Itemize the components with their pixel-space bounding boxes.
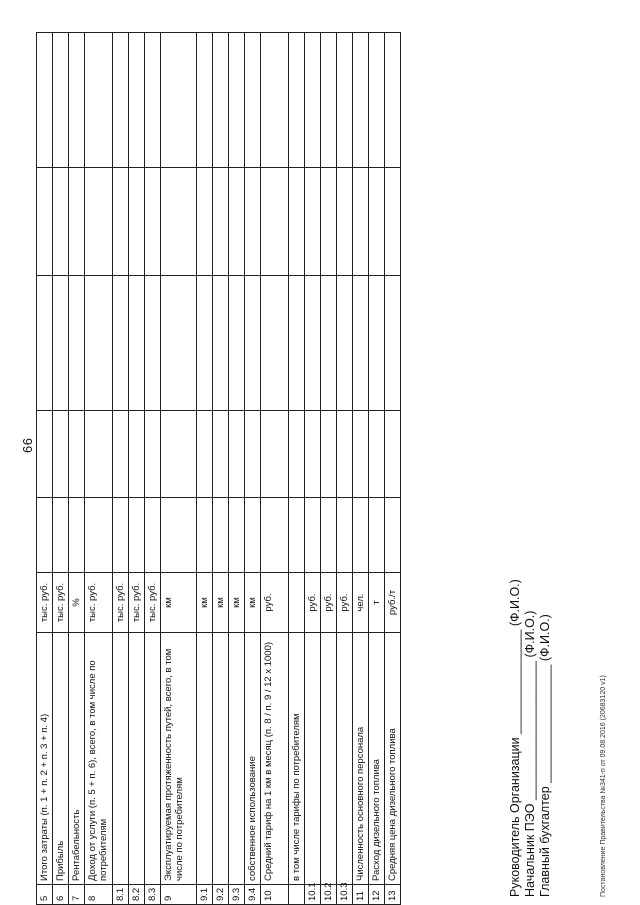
value-cell: [385, 411, 401, 498]
value-cell: [321, 276, 337, 411]
value-cell: [197, 276, 213, 411]
value-cell: [69, 411, 85, 498]
value-cell: [213, 33, 229, 168]
value-cell: [37, 276, 53, 411]
value-cell: [261, 411, 289, 498]
row-unit: [289, 573, 305, 633]
table-row: [113, 33, 129, 905]
row-name: Средняя цена дизельного топлива: [385, 633, 401, 885]
value-cell: [289, 498, 305, 573]
value-cell: [197, 168, 213, 276]
value-cell: [113, 276, 129, 411]
value-cell: [145, 411, 161, 498]
value-cell: [353, 276, 369, 411]
value-cell: [145, 276, 161, 411]
value-cell: [129, 276, 145, 411]
value-cell: [85, 498, 113, 573]
value-cell: [37, 33, 53, 168]
row-unit: км: [197, 573, 213, 633]
row-name: [305, 633, 321, 885]
value-cell: [289, 168, 305, 276]
row-number: 9.4: [245, 885, 261, 905]
value-cell: [289, 33, 305, 168]
value-cell: [145, 33, 161, 168]
table-row: [37, 33, 53, 905]
value-cell: [53, 168, 69, 276]
table-row: [213, 33, 229, 905]
value-cell: [69, 33, 85, 168]
value-cell: [85, 276, 113, 411]
value-cell: [213, 411, 229, 498]
row-unit: тыс. руб.: [129, 573, 145, 633]
value-cell: [197, 33, 213, 168]
value-cell: [245, 168, 261, 276]
row-unit: тыс. руб.: [145, 573, 161, 633]
row-number: 11: [353, 885, 369, 905]
value-cell: [129, 498, 145, 573]
row-number: 8.1: [113, 885, 129, 905]
signature-accountant: Главный бухгалтер _________________ (Ф.И.О.): [538, 614, 552, 897]
value-cell: [69, 498, 85, 573]
value-cell: [261, 276, 289, 411]
row-number: 8.2: [129, 885, 145, 905]
row-name: Численность основного персонала: [353, 633, 369, 885]
value-cell: [229, 498, 245, 573]
indicators-table: [36, 32, 401, 905]
value-cell: [85, 168, 113, 276]
value-cell: [385, 33, 401, 168]
row-name: Средний тариф на 1 км в месяц (п. 8 / п. 9 / 12 x 1000): [261, 633, 289, 885]
row-unit: т: [369, 573, 385, 633]
value-cell: [305, 33, 321, 168]
row-unit: руб.: [261, 573, 289, 633]
head-label: Руководитель Организации: [508, 737, 522, 897]
value-cell: [245, 498, 261, 573]
table-row: [229, 33, 245, 905]
value-cell: [369, 498, 385, 573]
value-cell: [161, 276, 197, 411]
table-row: [245, 33, 261, 905]
row-unit: тыс. руб.: [53, 573, 69, 633]
value-cell: [245, 276, 261, 411]
accountant-label: Главный бухгалтер: [538, 786, 552, 897]
row-number: 5: [37, 885, 53, 905]
row-name: [321, 633, 337, 885]
value-cell: [145, 498, 161, 573]
row-name: Рентабельность: [69, 633, 85, 885]
table-row: [161, 33, 197, 905]
value-cell: [321, 498, 337, 573]
value-cell: [229, 276, 245, 411]
value-cell: [321, 33, 337, 168]
value-cell: [245, 411, 261, 498]
value-cell: [261, 33, 289, 168]
row-number: 7: [69, 885, 85, 905]
value-cell: [53, 411, 69, 498]
row-name: [213, 633, 229, 885]
value-cell: [161, 33, 197, 168]
row-number: 10: [261, 885, 289, 905]
value-cell: [197, 411, 213, 498]
table-row: [69, 33, 85, 905]
row-name: Эксплуатируемая протяженность путей, всего, в том числе по потребителям: [161, 633, 197, 885]
value-cell: [353, 168, 369, 276]
value-cell: [129, 33, 145, 168]
row-unit: руб.: [337, 573, 353, 633]
value-cell: [69, 276, 85, 411]
row-name: Итого затраты (п. 1 + п. 2 + п. 3 + п. 4): [37, 633, 53, 885]
row-number: [289, 885, 305, 905]
value-cell: [129, 168, 145, 276]
table-row: [385, 33, 401, 905]
row-number: 9.2: [213, 885, 229, 905]
accountant-placeholder: (Ф.И.О.): [538, 614, 552, 662]
table-row: [321, 33, 337, 905]
row-name: [337, 633, 353, 885]
table-row: [337, 33, 353, 905]
row-number: 10.2: [321, 885, 337, 905]
table-row: [129, 33, 145, 905]
row-name: [197, 633, 213, 885]
value-cell: [337, 33, 353, 168]
value-cell: [289, 411, 305, 498]
table-row: [305, 33, 321, 905]
row-name: Прибыль: [53, 633, 69, 885]
signature-peo: Начальник ПЭО ____________________ (Ф.И.О.): [523, 610, 537, 897]
row-name: [229, 633, 245, 885]
value-cell: [337, 498, 353, 573]
value-cell: [321, 168, 337, 276]
value-cell: [113, 411, 129, 498]
table-row: [289, 33, 305, 905]
value-cell: [261, 498, 289, 573]
table-row: [145, 33, 161, 905]
value-cell: [369, 168, 385, 276]
value-cell: [37, 168, 53, 276]
row-name: [129, 633, 145, 885]
row-number: 13: [385, 885, 401, 905]
row-name: [113, 633, 129, 885]
value-cell: [113, 498, 129, 573]
value-cell: [289, 276, 305, 411]
value-cell: [85, 411, 113, 498]
row-unit: тыс. руб.: [37, 573, 53, 633]
row-number: 9: [161, 885, 197, 905]
value-cell: [85, 33, 113, 168]
value-cell: [161, 498, 197, 573]
row-number: 8: [85, 885, 113, 905]
row-name: Доход от услуги (п. 5 + п. 6), всего, в том числе по потребителям: [85, 633, 113, 885]
value-cell: [213, 276, 229, 411]
row-name: собственное использование: [245, 633, 261, 885]
value-cell: [369, 276, 385, 411]
value-cell: [37, 411, 53, 498]
table-row: [261, 33, 289, 905]
value-cell: [353, 498, 369, 573]
value-cell: [229, 168, 245, 276]
row-number: 9.1: [197, 885, 213, 905]
value-cell: [369, 33, 385, 168]
value-cell: [305, 411, 321, 498]
row-number: 8.3: [145, 885, 161, 905]
value-cell: [197, 498, 213, 573]
value-cell: [129, 411, 145, 498]
value-cell: [337, 276, 353, 411]
value-cell: [385, 498, 401, 573]
value-cell: [161, 411, 197, 498]
value-cell: [37, 498, 53, 573]
row-unit: руб.: [321, 573, 337, 633]
value-cell: [305, 276, 321, 411]
value-cell: [337, 168, 353, 276]
row-unit: км: [229, 573, 245, 633]
value-cell: [53, 276, 69, 411]
row-number: 10.3: [337, 885, 353, 905]
value-cell: [229, 411, 245, 498]
peo-label: Начальник ПЭО: [523, 803, 537, 897]
value-cell: [369, 411, 385, 498]
row-number: 10.1: [305, 885, 321, 905]
value-cell: [53, 33, 69, 168]
value-cell: [213, 168, 229, 276]
row-unit: руб./т: [385, 573, 401, 633]
row-name: Расход дизельного топлива: [369, 633, 385, 885]
value-cell: [385, 276, 401, 411]
table-row: [369, 33, 385, 905]
value-cell: [353, 411, 369, 498]
table-row: [53, 33, 69, 905]
row-number: 12: [369, 885, 385, 905]
row-unit: тыс. руб.: [85, 573, 113, 633]
value-cell: [261, 168, 289, 276]
row-unit: руб.: [305, 573, 321, 633]
signature-block: [508, 579, 553, 897]
table-row: [353, 33, 369, 905]
row-name: в том числе тарифы по потребителям: [289, 633, 305, 885]
row-unit: тыс. руб.: [113, 573, 129, 633]
head-placeholder: (Ф.И.О.): [508, 579, 522, 627]
value-cell: [353, 33, 369, 168]
row-unit: км: [213, 573, 229, 633]
value-cell: [161, 168, 197, 276]
row-name: [145, 633, 161, 885]
value-cell: [69, 168, 85, 276]
table-row: [85, 33, 113, 905]
row-unit: км: [161, 573, 197, 633]
peo-placeholder: (Ф.И.О.): [523, 610, 537, 658]
table-row: [197, 33, 213, 905]
value-cell: [213, 498, 229, 573]
signature-head: Руководитель Организации _______________ (Ф.И.О.): [508, 579, 522, 897]
value-cell: [229, 33, 245, 168]
row-unit: %: [69, 573, 85, 633]
value-cell: [305, 168, 321, 276]
value-cell: [321, 411, 337, 498]
value-cell: [113, 168, 129, 276]
value-cell: [385, 168, 401, 276]
row-number: 6: [53, 885, 69, 905]
footer-note: Постановление Правительства №341-п от 09.08.2016 (20683120 v1): [600, 675, 607, 897]
value-cell: [337, 411, 353, 498]
page-number: 66: [20, 437, 35, 453]
value-cell: [145, 168, 161, 276]
row-number: 9.3: [229, 885, 245, 905]
value-cell: [113, 33, 129, 168]
row-unit: км: [245, 573, 261, 633]
value-cell: [53, 498, 69, 573]
row-unit: чел.: [353, 573, 369, 633]
value-cell: [245, 33, 261, 168]
value-cell: [305, 498, 321, 573]
